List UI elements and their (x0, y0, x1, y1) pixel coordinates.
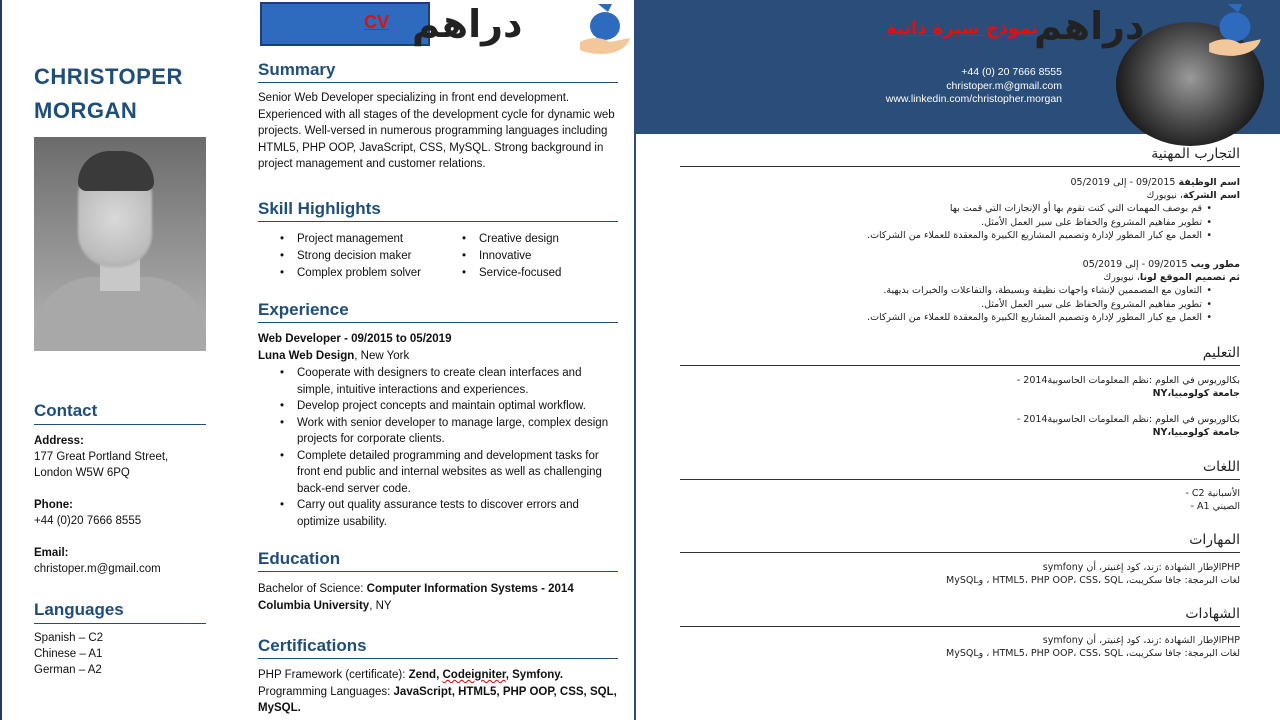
phone-label: Phone: (34, 499, 73, 511)
english-cv-page (0, 0, 636, 720)
ar-certs-heading: الشهادات (680, 606, 1240, 627)
ar-skills-line-2: لغات البرمجة: جافا سكريبت، HTML5، PHP OOP، CSS، SQL ، وMySQL (946, 575, 1240, 587)
ar-bullet: • العمل مع كبار المطور لإدارة وتصميم المشاريع الكبيرة والمعقدة للعملاء من الشركات. (680, 311, 1240, 324)
ar-skills-heading: المهارات (680, 532, 1240, 553)
ar-certs-text (680, 634, 1240, 660)
ar-job-2 (680, 258, 1240, 324)
education-heading: Education (258, 549, 618, 572)
ar-bullet: • تطوير مفاهيم المشروع والحفاظ على سير العمل الأمثل. (680, 216, 1240, 229)
ar-language-item: الصيني A1 - (1190, 501, 1240, 513)
arabic-title: نموذج سيرة ذاتية (886, 18, 1039, 39)
ar-job2-bullets (680, 284, 1240, 324)
money-hand-icon (576, 0, 634, 58)
header-email: christoper.m@gmail.com (946, 79, 1062, 92)
ar-job2-location: ، نيويورك (1103, 272, 1140, 284)
skill-item: • Service-focused (440, 265, 620, 282)
ar-job1-location: ، نيويورك (1146, 190, 1183, 202)
email-label: Email: (34, 547, 69, 559)
address-line-1: 177 Great Portland Street, (34, 451, 169, 463)
experience-heading: Experience (258, 300, 618, 323)
cert-symfony: , Symfony. (505, 669, 564, 681)
ar-edu-line: بكالوريوس في العلوم :نظم المعلومات الحاسوبية2014 - (1016, 414, 1240, 425)
header-phone: +44 (0) 20 7666 8555 (961, 66, 1062, 78)
experience-block (258, 331, 618, 530)
experience-bullet: • Cooperate with designers to create clean interfaces and simple, intuitive interactions and experiences. (258, 365, 618, 398)
ar-job2-company: ثم تصميم الموقع لونا (1139, 272, 1240, 284)
education-block (258, 581, 618, 614)
ar-bullet: • قم بوصف المهمات التي كنت تقوم بها أو الإنجازات التي قمت بها (680, 202, 1240, 215)
certifications-block (258, 667, 618, 717)
company-line (258, 348, 618, 365)
skill-item: • Project management (258, 231, 448, 248)
ar-job1-title: اسم الوظيفة (1178, 177, 1240, 188)
ar-certs-line-2: لغات البرمجة: جافا سكريبت، HTML5، PHP OOP، CSS، SQL ، وMySQL (946, 648, 1240, 660)
ar-job2-title: مطور ويب (1190, 259, 1240, 270)
logo-wordmark: دراهم (1034, 4, 1145, 48)
experience-bullets (258, 365, 618, 530)
job-title-line (258, 331, 618, 348)
ar-languages-list (680, 487, 1240, 513)
skills-col-1 (258, 231, 448, 282)
money-hand-icon (1204, 0, 1266, 60)
ar-bullet: • العمل مع كبار المطور لإدارة وتصميم المشاريع الكبيرة والمعقدة للعملاء من الشركات. (680, 229, 1240, 242)
skill-item: • Complex problem solver (258, 265, 448, 282)
ar-edu-school: جامعة كولومبيا،NY (1152, 388, 1240, 400)
ar-education-2 (680, 413, 1240, 439)
experience-bullet: • Develop project concepts and maintain optimal workflow. (258, 398, 618, 415)
last-name: MORGAN (34, 98, 138, 123)
cert-line-1 (258, 667, 618, 684)
languages-list (34, 630, 214, 678)
ar-job1-company: اسم الشركة (1182, 190, 1240, 202)
address-label: Address: (34, 435, 84, 447)
lang-prefix: Programming Languages: (258, 685, 394, 698)
email-value: christoper.m@gmail.com (34, 563, 161, 575)
ar-skills-text (680, 561, 1240, 587)
summary-heading: Summary (258, 60, 618, 83)
ar-job-1 (680, 176, 1240, 242)
cert-codeigniter: Codeigniter (442, 669, 506, 681)
ar-languages-heading: اللغات (680, 459, 1240, 480)
company-name: Luna Web Design (258, 349, 355, 362)
language-item: German – A2 (34, 664, 102, 676)
ar-education-heading: التعليم (680, 345, 1240, 366)
header-linkedin: www.linkedin.com/christopher.morgan (885, 93, 1062, 105)
ar-job2-dates: 09/2015 - إلى 05/2019 (1082, 259, 1191, 270)
address-block (34, 433, 214, 481)
first-name: CHRISTOPER (34, 64, 183, 89)
language-item: Chinese – A1 (34, 648, 103, 660)
experience-bullet: • Carry out quality assurance tests to discover errors and optimize usability. (258, 497, 618, 530)
skill-item: • Creative design (440, 231, 620, 248)
phone-value: +44 (0)20 7666 8555 (34, 515, 142, 527)
ar-job1-bullets (680, 202, 1240, 242)
skills-col-2 (440, 231, 620, 282)
school-line (258, 598, 618, 615)
arabic-cv-page (636, 0, 1280, 720)
ar-job1-dates: 09/2015 - إلى 05/2019 (1070, 177, 1179, 188)
logo-banner (260, 0, 632, 62)
ar-certs-line-1: PHPالإطار الشهادة :زند، كود إغنيتر، أن symfony (1042, 635, 1240, 646)
school-location: , NY (369, 599, 392, 612)
photo-hair (78, 151, 154, 191)
candidate-name (34, 60, 234, 128)
degree-prefix: Bachelor of Science: (258, 583, 367, 595)
ar-language-item: الأسبانية C2 - (1185, 488, 1240, 499)
skill-item: • Strong decision maker (258, 248, 448, 265)
ar-skills-line-1: PHPالإطار الشهادة :زند، كود إغنيتر، أن symfony (1042, 562, 1240, 573)
ar-education-1 (680, 374, 1240, 400)
cert-prefix: PHP Framework (certificate): (258, 669, 409, 681)
cert-line-2 (258, 684, 618, 701)
degree-name: Computer Information Systems - 2014 (366, 583, 574, 595)
lang-list-end: MySQL. (258, 702, 301, 714)
cert-zend: Zend, (408, 669, 443, 681)
page-edge (0, 0, 2, 720)
job-role: Web Developer (258, 333, 341, 345)
profile-photo (34, 137, 206, 351)
company-location: , New York (354, 349, 410, 362)
ar-edu-line: بكالوريوس في العلوم :نظم المعلومات الحاسوبية2014 - (1016, 375, 1240, 386)
contact-heading: Contact (34, 401, 206, 425)
experience-bullet: • Complete detailed programming and development tasks for front end public and internal websites as well as challenging back-end server code. (258, 448, 618, 498)
ar-bullet: • التعاون مع المصممين لإنشاء واجهات نظيفة وبسيطة، والتفاعلات والخبرات بديهية. (680, 284, 1240, 297)
language-item: Spanish – C2 (34, 632, 104, 644)
summary-text: Senior Web Developer specializing in front end development. Experienced with all stages of the development cycle for dynamic web projects. Well-versed in numerous programming languages including HTML5, PHP OOP, JavaScript, CSS, MySQL. Strong background in project management and customer relations. (258, 92, 615, 170)
header-contact (816, 66, 1062, 107)
certifications-heading: Certifications (258, 636, 618, 659)
email-block (34, 545, 214, 577)
phone-block (34, 497, 214, 529)
cert-line-3 (258, 700, 618, 717)
lang-list: JavaScript, HTML5, PHP OOP, CSS, SQL, (393, 685, 617, 698)
degree-line (258, 581, 618, 598)
logo-blue-bar (260, 2, 430, 46)
skill-item: • Innovative (440, 248, 620, 265)
school-name: Columbia University (258, 599, 370, 612)
cv-label: CV (364, 12, 390, 32)
logo-wordmark: دراهم (412, 2, 523, 46)
ar-experience-heading: التجارب المهنية (680, 146, 1240, 167)
ar-edu-school: جامعة كولومبيا،NY (1152, 427, 1240, 439)
address-line-2: London W5W 6PQ (34, 467, 130, 479)
ar-bullet: • تطوير مفاهيم المشروع والحفاظ على سير العمل الأمثل. (680, 298, 1240, 311)
job-dates: - 09/2015 to 05/2019 (340, 333, 452, 345)
skills-heading: Skill Highlights (258, 199, 618, 222)
languages-heading: Languages (34, 600, 206, 624)
experience-bullet: • Work with senior developer to manage large, complex design projects for corporate clients. (258, 415, 618, 448)
